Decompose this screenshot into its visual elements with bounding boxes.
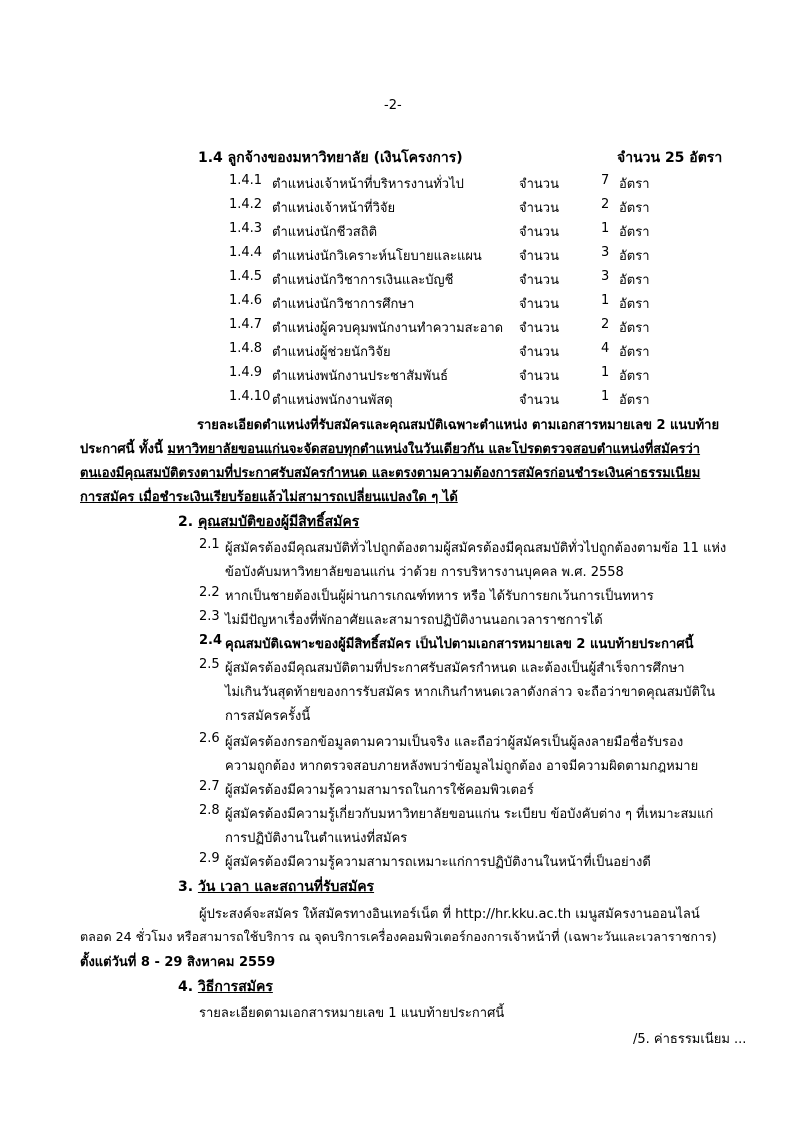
- section-4-title: วิธีการสมัคร: [197, 979, 273, 995]
- position-number: 1.4.1: [229, 173, 263, 188]
- section-2-title: คุณสมบัติของผู้มีสิทธิ์สมัคร: [197, 514, 360, 530]
- position-row: [229, 341, 649, 361]
- page-number: -2-: [384, 98, 402, 113]
- item-line: ข้อบังคับมหาวิทยาลัยขอนแก่น ว่าด้วย การบริหารงานบุคคล พ.ศ. 2558: [225, 565, 624, 580]
- position-number: 1.4.2: [229, 197, 263, 212]
- count-label: จำนวน: [519, 249, 559, 264]
- details-line-2: [80, 438, 700, 459]
- details-line-4: การสมัคร เมื่อชำระเงินเรียบร้อยแล้วไม่สามารถเปลี่ยนแปลงใด ๆ ได้: [80, 490, 458, 505]
- position-name: ตำแหน่งพนักงานประชาสัมพันธ์: [272, 369, 449, 384]
- section-4-heading: [178, 976, 273, 998]
- count-label: จำนวน: [519, 321, 559, 336]
- section-3-line-2: ตลอด 24 ชั่วโมง หรือสามารถใช้บริการ ณ จุดบริการเครื่องคอมพิวเตอร์กองการเจ้าหน้าที่ (เฉพาะวันและเวลาราชการ): [80, 929, 717, 944]
- position-row: [229, 269, 649, 289]
- position-number: 1.4.3: [229, 221, 263, 236]
- section-1-4-total: จำนวน 25 อัตรา: [617, 150, 723, 166]
- count-label: จำนวน: [519, 225, 559, 240]
- item-line: หากเป็นชายต้องเป็นผู้ผ่านการเกณฑ์ทหาร หรือ ได้รับการยกเว้นการเป็นทหาร: [225, 589, 654, 604]
- item-line: การสมัครครั้งนี้: [225, 709, 311, 724]
- position-row: [229, 365, 649, 385]
- position-row: [229, 245, 649, 265]
- position-number: 1.4.8: [229, 341, 263, 356]
- position-row: [229, 173, 649, 193]
- section-4-number: 4.: [178, 979, 194, 995]
- item-number: 2.9: [199, 851, 220, 866]
- position-row: [229, 197, 649, 217]
- section-3-title: วัน เวลา และสถานที่รับสมัคร: [197, 879, 375, 895]
- position-count: 1: [601, 365, 610, 380]
- item-line: ไม่เกินวันสุดท้ายของการรับสมัคร หากเกินกำหนดเวลาดังกล่าว จะถือว่าขาดคุณสมบัติใน: [225, 685, 716, 700]
- position-name: ตำแหน่งผู้ช่วยนักวิจัย: [272, 345, 391, 360]
- position-name: ตำแหน่งนักวิชาการเงินและบัญชี: [272, 273, 454, 288]
- details-line-1: รายละเอียดตำแหน่งที่รับสมัครและคุณสมบัติเฉพาะตำแหน่ง ตามเอกสารหมายเลข 2 แนบท้าย: [197, 418, 720, 433]
- position-name: ตำแหน่งนักวิเคราะห์นโยบายและแผน: [272, 249, 482, 264]
- item-line: ไม่มีปัญหาเรื่องที่พักอาศัยและสามารถปฏิบัติงานนอกเวลาราชการได้: [225, 613, 603, 628]
- position-name: ตำแหน่งพนักงานพัสดุ: [272, 393, 393, 408]
- section-2-heading: [178, 511, 359, 533]
- item-line: ผู้สมัครต้องมีความรู้ความสามารถในการใช้คอมพิวเตอร์: [225, 783, 534, 798]
- item-number: 2.5: [199, 657, 220, 672]
- item-number: 2.2: [199, 585, 220, 600]
- details-line-2-underlined: มหาวิทยาลัยขอนแก่นจะจัดสอบทุกตำแหน่งในวันเดียวกัน และโปรดตรวจสอบตำแหน่งที่สมัครว่า: [167, 442, 701, 457]
- count-unit: อัตรา: [619, 177, 650, 192]
- section-3-line-3: ตั้งแต่วันที่ 8 - 29 สิงหาคม 2559: [80, 955, 276, 970]
- count-unit: อัตรา: [619, 345, 650, 360]
- section-1-4-title: 1.4 ลูกจ้างของมหาวิทยาลัย (เงินโครงการ): [198, 150, 463, 166]
- item-number: 2.6: [199, 731, 220, 746]
- position-count: 4: [601, 341, 610, 356]
- item-line: ความถูกต้อง หากตรวจสอบภายหลังพบว่าข้อมูลไม่ถูกต้อง อาจมีความผิดตามกฎหมาย: [225, 759, 699, 774]
- item-number: 2.1: [199, 537, 220, 552]
- count-label: จำนวน: [519, 273, 559, 288]
- section-2-number: 2.: [178, 514, 194, 530]
- count-unit: อัตรา: [619, 273, 650, 288]
- item-line: ผู้สมัครต้องมีความรู้ความสามารถเหมาะแก่การปฏิบัติงานในหน้าที่เป็นอย่างดี: [225, 855, 651, 870]
- count-unit: อัตรา: [619, 249, 650, 264]
- position-number: 1.4.7: [229, 317, 263, 332]
- count-label: จำนวน: [519, 201, 559, 216]
- item-line: คุณสมบัติเฉพาะของผู้มีสิทธิ์สมัคร เป็นไปตามเอกสารหมายเลข 2 แนบท้ายประกาศนี้: [225, 637, 694, 652]
- count-unit: อัตรา: [619, 321, 650, 336]
- count-unit: อัตรา: [619, 393, 650, 408]
- count-label: จำนวน: [519, 369, 559, 384]
- details-line-2-prefix: ประกาศนี้ ทั้งนี้: [80, 442, 168, 457]
- position-name: ตำแหน่งนักชีวสถิติ: [272, 225, 378, 240]
- position-count: 1: [601, 389, 610, 404]
- position-name: ตำแหน่งเจ้าหน้าที่วิจัย: [272, 201, 396, 216]
- section-3-line-1: ผู้ประสงค์จะสมัคร ให้สมัครทางอินเทอร์เน็ต ที่ http://hr.kku.ac.th เมนูสมัครงานออนไลน์: [199, 907, 700, 922]
- position-count: 3: [601, 269, 610, 284]
- position-count: 3: [601, 245, 610, 260]
- item-line: ผู้สมัครต้องมีคุณสมบัติตามที่ประกาศรับสมัครกำหนด และต้องเป็นผู้สำเร็จการศึกษา: [225, 661, 685, 676]
- count-unit: อัตรา: [619, 369, 650, 384]
- position-count: 1: [601, 293, 610, 308]
- position-row: [229, 293, 649, 313]
- item-line: ผู้สมัครต้องมีคุณสมบัติทั่วไปถูกต้องตามผู้สมัครต้องมีคุณสมบัติทั่วไปถูกต้องตามข้อ 11 แห่ง: [225, 541, 727, 556]
- position-number: 1.4.5: [229, 269, 263, 284]
- count-unit: อัตรา: [619, 297, 650, 312]
- item-number: 2.3: [199, 609, 220, 624]
- position-count: 1: [601, 221, 610, 236]
- count-unit: อัตรา: [619, 225, 650, 240]
- item-number: 2.8: [199, 803, 220, 818]
- section-3-heading: [178, 876, 374, 898]
- section-4-line-1: รายละเอียดตามเอกสารหมายเลข 1 แนบท้ายประกาศนี้: [199, 1006, 505, 1021]
- count-label: จำนวน: [519, 177, 559, 192]
- item-number: 2.7: [199, 779, 220, 794]
- details-line-3: ตนเองมีคุณสมบัติตรงตามที่ประกาศรับสมัครกำหนด และตรงตามความต้องการสมัครก่อนชำระเงินค่าธรรมเนียม: [80, 466, 701, 481]
- position-count: 2: [601, 197, 610, 212]
- item-line: ผู้สมัครต้องมีความรู้เกี่ยวกับมหาวิทยาลัยขอนแก่น ระเบียบ ข้อบังคับต่าง ๆ ที่เหมาะสมแก่: [225, 807, 714, 822]
- item-line: ผู้สมัครต้องกรอกข้อมูลตามความเป็นจริง และถือว่าผู้สมัครเป็นผู้ลงลายมือชื่อรับรอง: [225, 735, 684, 750]
- continuation-text: /5. ค่าธรรมเนียม ...: [633, 1032, 747, 1047]
- position-name: ตำแหน่งผู้ควบคุมพนักงานทำความสะอาด: [272, 321, 504, 336]
- position-row: [229, 317, 649, 337]
- position-name: ตำแหน่งนักวิชาการศึกษา: [272, 297, 415, 312]
- count-unit: อัตรา: [619, 201, 650, 216]
- position-number: 1.4.6: [229, 293, 263, 308]
- position-number: 1.4.10: [229, 389, 271, 404]
- position-row: [229, 389, 649, 409]
- count-label: จำนวน: [519, 297, 559, 312]
- count-label: จำนวน: [519, 393, 559, 408]
- position-number: 1.4.4: [229, 245, 263, 260]
- position-number: 1.4.9: [229, 365, 263, 380]
- section-3-number: 3.: [178, 879, 194, 895]
- position-row: [229, 221, 649, 241]
- item-number: 2.4: [199, 633, 223, 648]
- position-count: 2: [601, 317, 610, 332]
- item-line: การปฏิบัติงานในตำแหน่งที่สมัคร: [225, 831, 408, 846]
- count-label: จำนวน: [519, 345, 559, 360]
- position-count: 7: [601, 173, 610, 188]
- position-name: ตำแหน่งเจ้าหน้าที่บริหารงานทั่วไป: [272, 177, 464, 192]
